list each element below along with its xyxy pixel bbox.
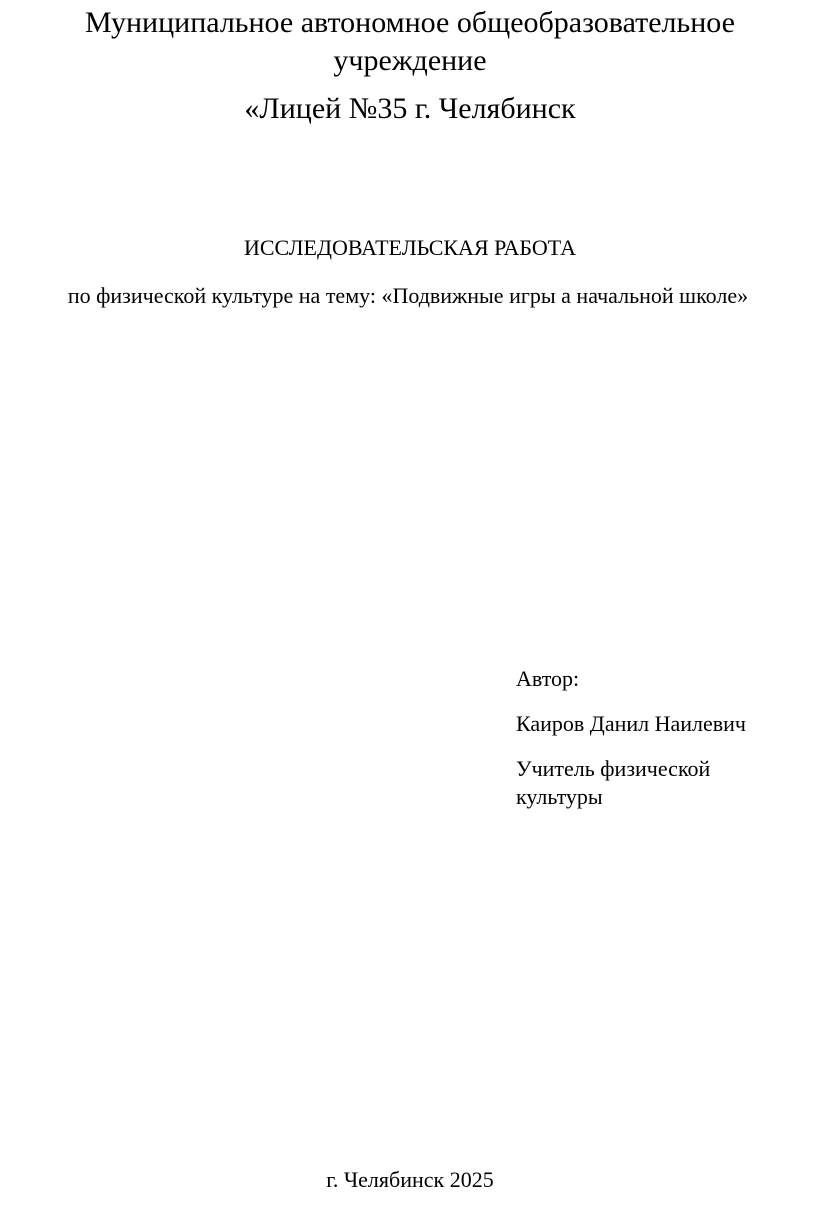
work-topic: по физической культуре на тему: «Подвижные игры а начальной школе» [67, 283, 749, 308]
author-role-line2: культуры [516, 784, 603, 809]
author-label: Автор: [516, 666, 580, 691]
organization-name-line1: Муниципальное автономное общеобразовательное [85, 6, 735, 39]
author-role [516, 755, 796, 811]
author-name: Каиров Данил Наилевич [516, 711, 747, 736]
lyceum-name: «Лицей №35 г. Челябинск [244, 92, 576, 125]
work-type-heading: ИССЛЕДОВАТЕЛЬСКАЯ РАБОТА [243, 235, 577, 260]
organization-name-line2: учреждение [333, 44, 487, 77]
author-block [516, 665, 796, 811]
city-year: г. Челябинск 2025 [326, 1167, 494, 1192]
author-role-line1: Учитель физической [516, 756, 711, 781]
organization-name [60, 4, 760, 80]
